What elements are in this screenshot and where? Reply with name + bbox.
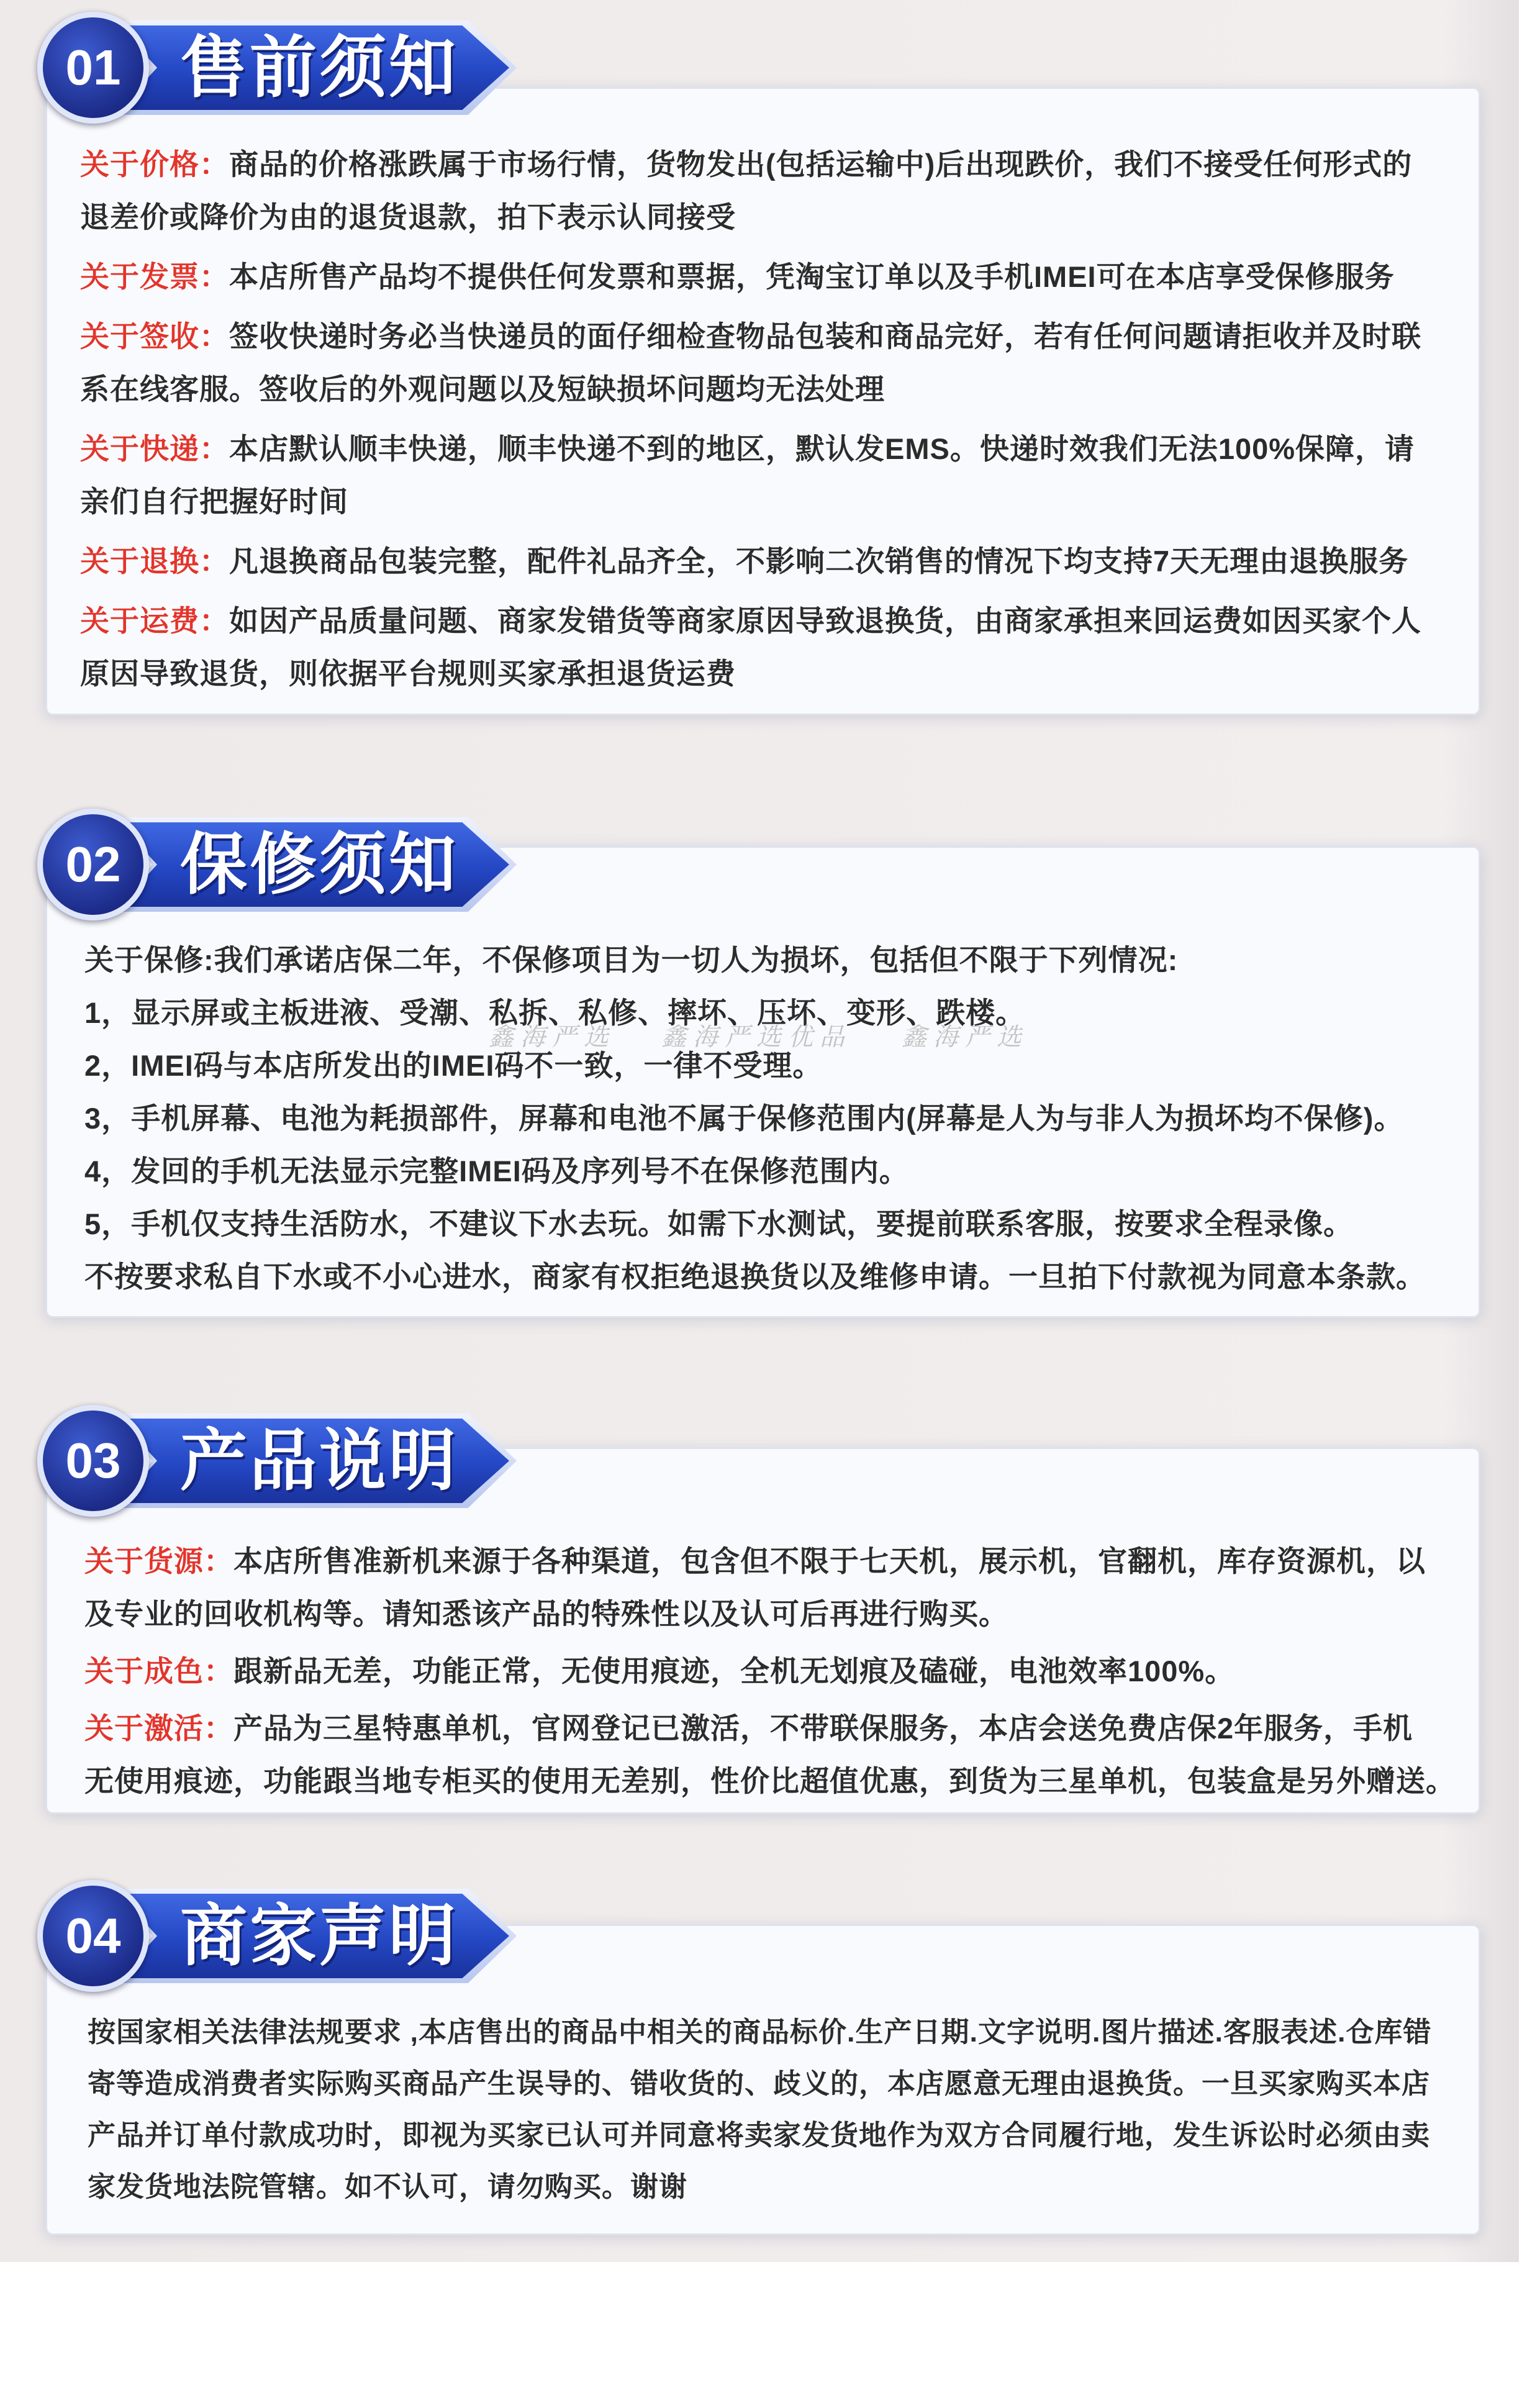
notice-text: 商品的价格涨跌属于市场行情，货物发出(包括运输中)后出现跌价，我们不接受任何形式的 [229,148,1413,181]
notice-line [84,1702,1479,1755]
notice-text: 原因导致退货，则依据平台规则买家承担退货运费 [80,657,736,690]
notice-text: 签收快递时务必当快递员的面仔细检查物品包装和商品完好，若有任何问题请拒收并及时联 [229,320,1421,353]
warranty-line: 2，IMEI码与本店所发出的IMEI码不一致，一律不受理。 [84,1049,823,1082]
pre-sale-notice-card [45,87,1480,716]
notice-line [80,594,1479,647]
statement-line: 按国家相关法律法规要求 ,本店售出的商品中相关的商品标价.生产日期.文字说明.图片描述.客服表述.仓库错 [88,2016,1432,2048]
notice-line [80,310,1479,363]
statement-line: 产品并订单付款成功时，即视为买家已认可并同意将卖家发货地作为双方合同履行地，发生诉讼时必须由卖 [88,2119,1431,2151]
watermark-text: 鑫海严选优品 [661,1024,851,1051]
notice-source [84,1535,1479,1640]
notice-line [80,191,1479,243]
warranty-line: 5，手机仅支持生活防水，不建议下水去玩。如需下水测试，要提前联系客服，按要求全程录像。 [84,1207,1354,1240]
notice-line [80,363,1479,416]
notice-line [84,1588,1479,1640]
notice-line [80,138,1479,191]
warranty-line: 4，发回的手机无法显示完整IMEI码及序列号不在保修范围内。 [84,1155,909,1188]
notice-shipping-fee [80,594,1479,700]
section-badge [37,1405,522,1517]
warranty-line: 不按要求私自下水或不小心进水，商家有权拒绝退换货以及维修申请。一旦拍下付款视为同意本条款。 [84,1260,1426,1293]
notice-text: 跟新品无差，功能正常，无使用痕迹，全机无划痕及磕碰，电池效率100%。 [233,1655,1235,1688]
section-badge [37,1880,522,1992]
notice-label: 关于货源： [84,1545,233,1578]
notice-text: 本店默认顺丰快递，顺丰快递不到的地区，默认发EMS。快递时效我们无法100%保障，请 [229,432,1415,465]
notice-condition [84,1645,1479,1697]
notice-line [84,1645,1479,1697]
section-title: 保修须知 [180,827,459,902]
notice-label: 关于快递： [80,432,229,465]
notice-express [80,422,1479,528]
section-number: 02 [65,837,121,892]
warranty-line: 3，手机屏幕、电池为耗损部件，屏幕和电池不属于保修范围内(屏幕是人为与非人为损坏均不保修)。 [84,1102,1404,1135]
warranty-line: 1，显示屏或主板进液、受潮、私拆、私修、摔坏、压坏、变形、跌楼。 [84,996,1026,1029]
section-number: 03 [65,1433,121,1488]
notice-label: 关于退换： [80,545,229,578]
notice-price [80,138,1479,243]
notice-text: 系在线客服。签收后的外观问题以及短缺损坏问题均无法处理 [80,373,885,406]
notice-text: 产品为三星特惠单机，官网登记已激活，不带联保服务，本店会送免费店保2年服务，手机 [233,1712,1413,1745]
section-title: 商家声明 [180,1898,459,1973]
notice-line [84,1535,1479,1588]
section-number: 01 [65,40,121,95]
notice-label: 关于成色： [84,1655,233,1688]
notice-text: 本店所售产品均不提供任何发票和票据，凭淘宝订单以及手机IMEI可在本店享受保修服务 [229,260,1395,293]
notice-line [80,647,1479,700]
notice-line [80,422,1479,475]
notice-label: 关于发票： [80,260,229,293]
section-number: 04 [65,1908,121,1963]
notice-text: 亲们自行把握好时间 [80,485,348,518]
notice-text: 本店所售准新机来源于各种渠道，包含但不限于七天机，展示机，官翻机，库存资源机，以 [233,1545,1426,1578]
notice-signing [80,310,1479,416]
warranty-line: 关于保修:我们承诺店保二年，不保修项目为一切人为损坏，包括但不限于下列情况: [84,943,1179,976]
notice-text: 凡退换商品包装完整，配件礼品齐全，不影响二次销售的情况下均支持7天无理由退换服务 [229,545,1409,578]
notice-text: 无使用痕迹，功能跟当地专柜买的使用无差别，性价比超值优惠，到货为三星单机，包装盒是另外赠送。 [84,1765,1456,1797]
notice-text: 退差价或降价为由的退货退款，拍下表示认同接受 [80,201,736,234]
notice-activation [84,1702,1479,1807]
notice-line [80,250,1479,303]
section-title: 售前须知 [180,30,459,105]
notice-line [80,475,1479,528]
notice-label: 关于运费： [80,604,229,637]
notice-line [80,535,1479,588]
watermark-text: 鑫海严选 [489,1024,615,1051]
notice-text: 如因产品质量问题、商家发错货等商家原因导致退换货，由商家承担来回运费如因买家个人 [229,604,1421,637]
notice-line [84,1755,1479,1807]
section-badge [37,809,522,920]
notice-invoice [80,250,1479,303]
section-title: 产品说明 [180,1423,459,1498]
notice-label: 关于价格： [80,148,229,181]
notice-return [80,535,1479,588]
watermark-text: 鑫海严选 [902,1024,1028,1051]
section-badge [37,12,522,124]
notice-label: 关于签收： [80,320,229,353]
statement-line: 家发货地法院管辖。如不认可，请勿购买。谢谢 [88,2171,688,2202]
statement-line: 寄等造成消费者实际购买商品产生误导的、错收货的、歧义的，本店愿意无理由退换货。一旦买家购买本店 [88,2068,1431,2099]
notice-label: 关于激活： [84,1712,233,1745]
notice-text: 及专业的回收机构等。请知悉该产品的特殊性以及认可后再进行购买。 [84,1597,1008,1630]
